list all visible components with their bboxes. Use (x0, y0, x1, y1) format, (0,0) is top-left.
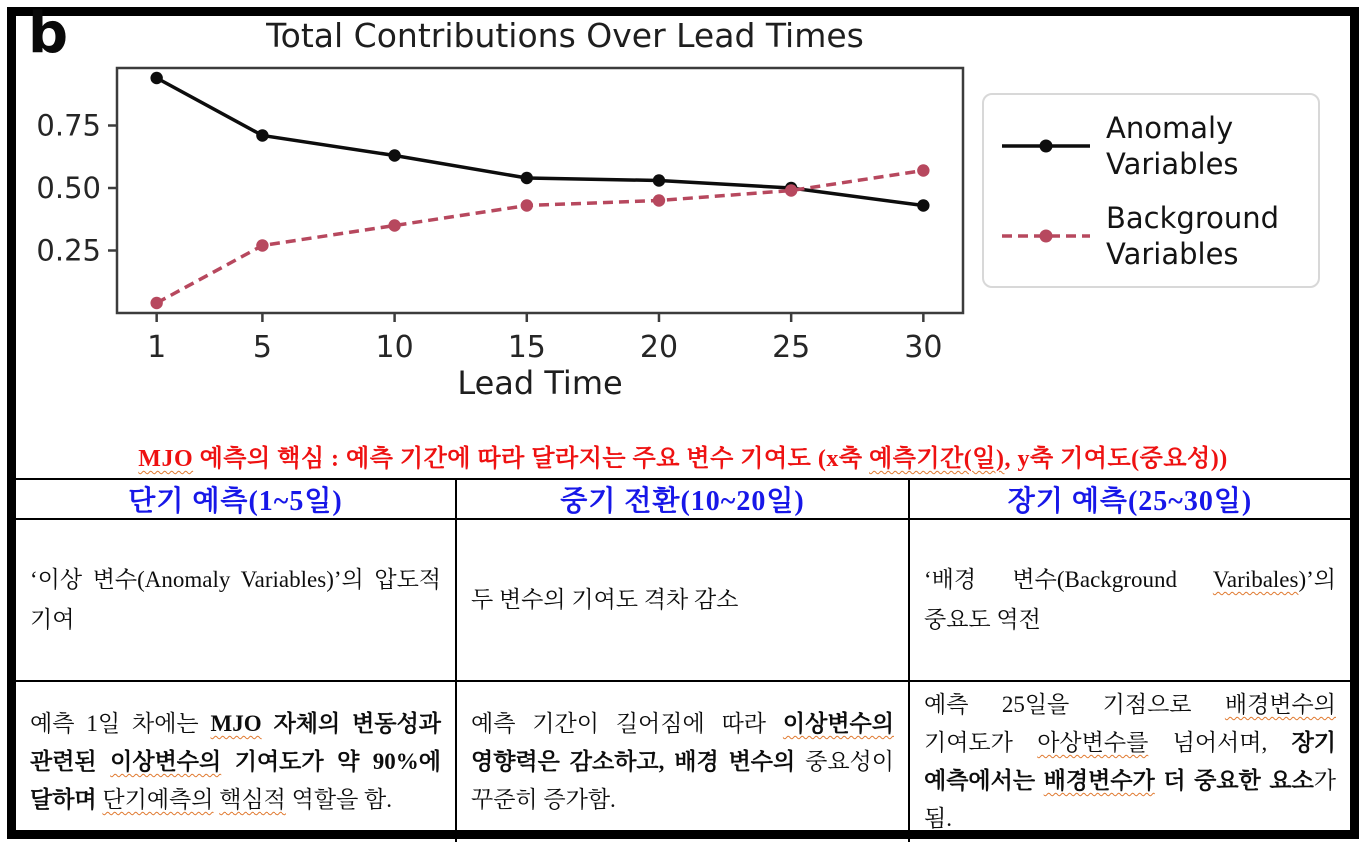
svg-text:20: 20 (639, 330, 679, 365)
legend-entry-anomaly (998, 110, 1318, 182)
svg-text:0.50: 0.50 (36, 171, 101, 205)
legend-label-background: Background Variables (1106, 200, 1280, 271)
legend-sample-background-line-icon (998, 214, 1094, 258)
svg-text:30: 30 (904, 330, 943, 365)
panel-label: b (28, 1, 69, 66)
legend-label-anomaly: Anomaly Variables (1106, 110, 1239, 181)
x-axis-label: Lead Time (457, 364, 623, 402)
figure-caption: MJO 예측의 핵심 : 예측 기간에 따라 달라지는 주요 변수 기여도 (x축 예측기간(일), y축 기여도(중요성)) (138, 446, 1228, 472)
svg-text:5: 5 (252, 330, 272, 365)
svg-text:0.25: 0.25 (36, 233, 101, 268)
table-header-mid-term: 중기 전환(10~20일) (457, 480, 910, 520)
table-cell-r1c1: ‘이상 변수(Anomaly Variables)’의 압도적 기여 (16, 520, 457, 682)
summary-table (16, 478, 1350, 830)
table-header-long-term: 장기 예측(25~30일) (910, 480, 1350, 520)
table-cell-r1c3: ‘배경 변수(Background Varibales)’의 중요도 역전 (910, 520, 1350, 682)
svg-text:1: 1 (147, 330, 167, 365)
legend-entry-background (998, 200, 1318, 272)
svg-text:10: 10 (375, 330, 414, 365)
table-header-short-term: 단기 예측(1~5일) (16, 480, 457, 520)
chart-title: Total Contributions Over Lead Times (266, 16, 864, 55)
svg-text:25: 25 (772, 330, 811, 365)
table-cell-r2c3: 예측 25일을 기점으로 배경변수의 기여도가 아상변수를 넘어서며, 장기 예측에서는 배경변수가 더 중요한 요소가 됨. (924, 692, 1337, 831)
table-cell-r2c2: 예측 기간이 길어짐에 따라 이상변수의 영향력은 감소하고, 배경 변수의 중요성이 꾸준히 증가함. (457, 682, 910, 842)
table-cell-r2c1: 예측 1일 차에는 MJO 자체의 변동성과 관련된 이상변수의 기여도가 약 90%에 달하며 단기예측의 핵심적 역할을 함. (16, 682, 457, 842)
svg-text:15: 15 (507, 330, 546, 365)
chart-legend (982, 93, 1320, 288)
table-cell-r1c2: 두 변수의 기여도 격차 감소 (457, 520, 910, 682)
svg-text:0.75: 0.75 (36, 108, 101, 143)
legend-sample-anomaly-line-icon (998, 124, 1094, 168)
